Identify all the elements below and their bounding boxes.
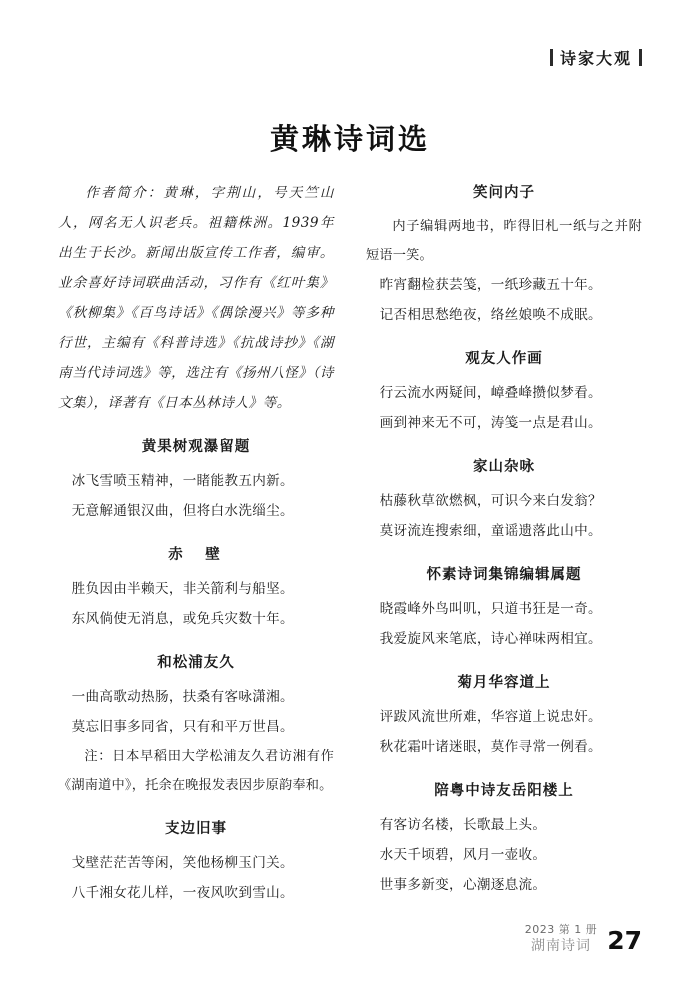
page-footer xyxy=(525,923,642,955)
poem-block xyxy=(366,776,642,900)
poem-line: 莫忘旧事多同省，只有和平万世昌。 xyxy=(71,719,294,735)
poem-line: 莫讶流连搜索细，童谣遗落此山中。 xyxy=(379,523,602,539)
header-rule-left xyxy=(550,49,553,66)
magazine-name: 湖南诗词 xyxy=(530,937,591,954)
poem-block xyxy=(58,814,334,908)
header-rule-right xyxy=(639,49,642,66)
poem-line: 秋花霜叶诸迷眼，莫作寻常一例看。 xyxy=(379,739,602,755)
poem-note: 注：日本早稻田大学松浦友久君访湘有作《湖南道中》，托余在晚报发表因步原韵奉和。 xyxy=(58,749,334,793)
poem-line: 戈壁茫茫苦等闲，笑他杨柳玉门关。 xyxy=(71,855,294,871)
poem-block xyxy=(366,452,642,546)
poem-title: 笑问内子 xyxy=(473,184,535,201)
left-column xyxy=(58,178,334,908)
poem-line: 胜负因由半赖天，非关箭利与船坚。 xyxy=(71,581,294,597)
poem-title: 赤 壁 xyxy=(168,546,224,563)
poem-line: 无意解通银汉曲，但将白水洗缁尘。 xyxy=(71,503,294,519)
poem-block xyxy=(58,648,334,800)
poem-block xyxy=(58,432,334,526)
poem-line: 昨宵翻检获芸笺，一纸珍藏五十年。 xyxy=(379,277,602,293)
section-label: 诗家大观 xyxy=(559,49,632,68)
page-number: 27 xyxy=(607,926,642,955)
poem-title: 菊月华容道上 xyxy=(457,674,551,691)
poem-line: 东风倘使无消息，或免兵灾数十年。 xyxy=(71,611,294,627)
poem-line: 水天千顷碧，风月一壶收。 xyxy=(379,847,547,863)
poem-title: 陪粤中诗友岳阳楼上 xyxy=(434,782,574,799)
poem-line: 画到神来无不可，涛笺一点是君山。 xyxy=(379,415,602,431)
poem-title: 和松浦友久 xyxy=(157,654,235,671)
poem-line: 八千湘女花儿样，一夜风吹到雪山。 xyxy=(71,885,294,901)
page-header xyxy=(550,46,642,69)
poem-title: 黄果树观瀑留题 xyxy=(141,438,251,455)
author-bio: 作者简介：黄琳，字荆山，号天竺山人，网名无人识老兵。祖籍株洲。1939年出生于长沙。新闻出版宣传工作者，编审。业余喜好诗词联曲活动，习作有《红叶集》《秋柳集》《百鸟诗话》《偶馀漫兴》等多种行世，主编有《科普诗选》《抗战诗抄》《湖南当代诗词选》等，选注有《扬州八怪》（诗文集），译著有《日本丛林诗人》等。 xyxy=(58,185,334,411)
poem-block xyxy=(366,344,642,438)
poem-line: 冰飞雪喷玉精神，一睹能教五内新。 xyxy=(71,473,294,489)
poem-block xyxy=(366,178,642,330)
poem-line: 枯藤秋草欲燃枫，可识今来白发翁？ xyxy=(379,493,602,509)
poem-title: 怀素诗词集锦编辑属题 xyxy=(426,566,582,583)
right-column xyxy=(366,178,642,908)
poem-title: 支边旧事 xyxy=(165,820,227,837)
poem-line: 我爱旋风来笔底，诗心禅味两相宜。 xyxy=(379,631,602,647)
poem-block xyxy=(366,560,642,654)
poem-line: 世事多新变，心潮逐息流。 xyxy=(379,877,547,893)
poem-line: 行云流水两疑间，嶂叠峰攒似梦看。 xyxy=(379,385,602,401)
poem-block xyxy=(366,668,642,762)
poem-line: 评跋风流世所难，华容道上说忠奸。 xyxy=(379,709,602,725)
poem-title: 家山杂咏 xyxy=(473,458,535,475)
issue-label: 2023 第 1 册 xyxy=(524,922,598,936)
poem-line: 记否相思愁绝夜，络丝娘唤不成眠。 xyxy=(379,307,602,323)
poem-line: 一曲高歌动热肠，扶桑有客咏潇湘。 xyxy=(71,689,294,705)
poem-line: 晓霞峰外鸟叫叽，只道书狂是一奇。 xyxy=(379,601,602,617)
footer-issue-block xyxy=(525,923,597,955)
content-columns xyxy=(58,178,642,908)
page-title: 黄琳诗词选 xyxy=(269,122,430,156)
poem-block xyxy=(58,540,334,634)
poem-line: 有客访名楼，长歌最上头。 xyxy=(379,817,547,833)
poem-title: 观友人作画 xyxy=(465,350,543,367)
poem-preface: 内子编辑两地书，昨得旧札一纸与之并附短语一笑。 xyxy=(366,219,642,263)
